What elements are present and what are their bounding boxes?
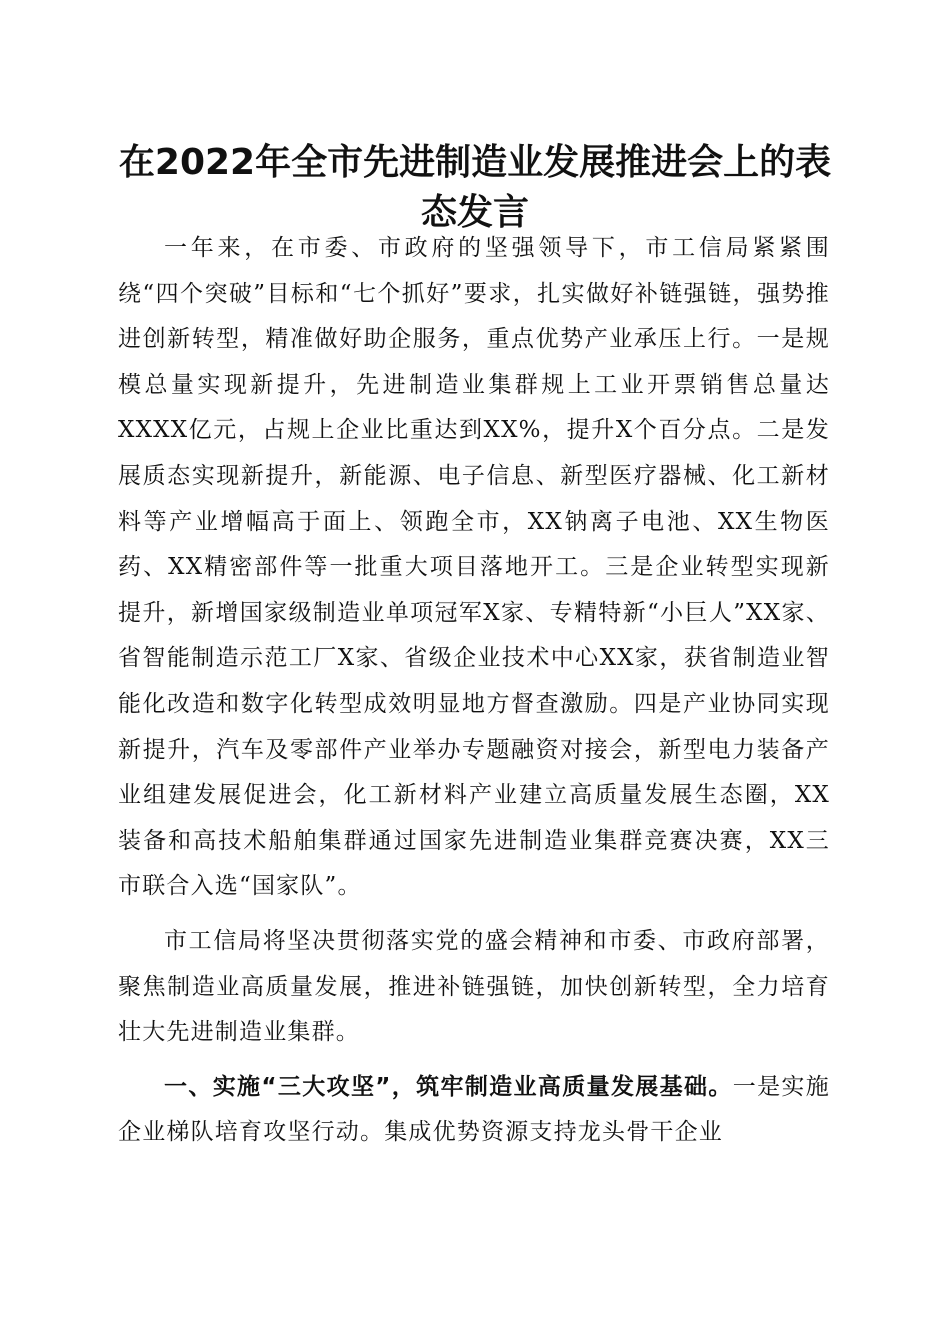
document-body [118,226,830,1156]
section-heading: 一、实施“三大攻坚”，筑牢制造业高质量发展基础。 [164,1073,733,1100]
document-title: 在2022年全市先进制造业发展推进会上的表态发言 [118,142,832,233]
paragraph-review: 一年来，在市委、市政府的坚强领导下，市工信局紧紧围绕“四个突破”目标和“七个抓好”要求，扎实做好补链强链，强势推进创新转型，精准做好助企服务，重点优势产业承压上行。一是规模总量实现新提升，先进制造业集群规上工业开票销售总量达XXXX亿元，占规上企业比重达到XX%，提升X个百分点。二是发展质态实现新提升，新能源、电子信息、新型医疗器械、化工新材料等产业增幅高于面上、领跑全市，XX钠离子电池、XX生物医药、XX精密部件等一批重大项目落地开工。三是企业转型实现新提升，新增国家级制造业单项冠军X家、专精特新“小巨人”XX家、省智能制造示范工厂X家、省级企业技术中心XX家，获省制造业智能化改造和数字化转型成效明显地方督查激励。四是产业协同实现新提升，汽车及零部件产业举办专题融资对接会，新型电力装备产业组建发展促进会，化工新材料产业建立高质量发展生态圈，XX装备和高技术船舶集群通过国家先进制造业集群竞赛决赛，XX三市联合入选“国家队”。 [118,235,830,900]
paragraph-commitment: 市工信局将坚决贯彻落实党的盛会精神和市委、市政府部署，聚焦制造业高质量发展，推进补链强链，加快创新转型，全力培育壮大先进制造业集群。 [118,927,830,1046]
section-text: 一是实施企业梯队培育攻坚行动。集成优势资源支持龙头骨干企业 [118,1073,830,1146]
paragraph-section-one [118,1065,830,1156]
